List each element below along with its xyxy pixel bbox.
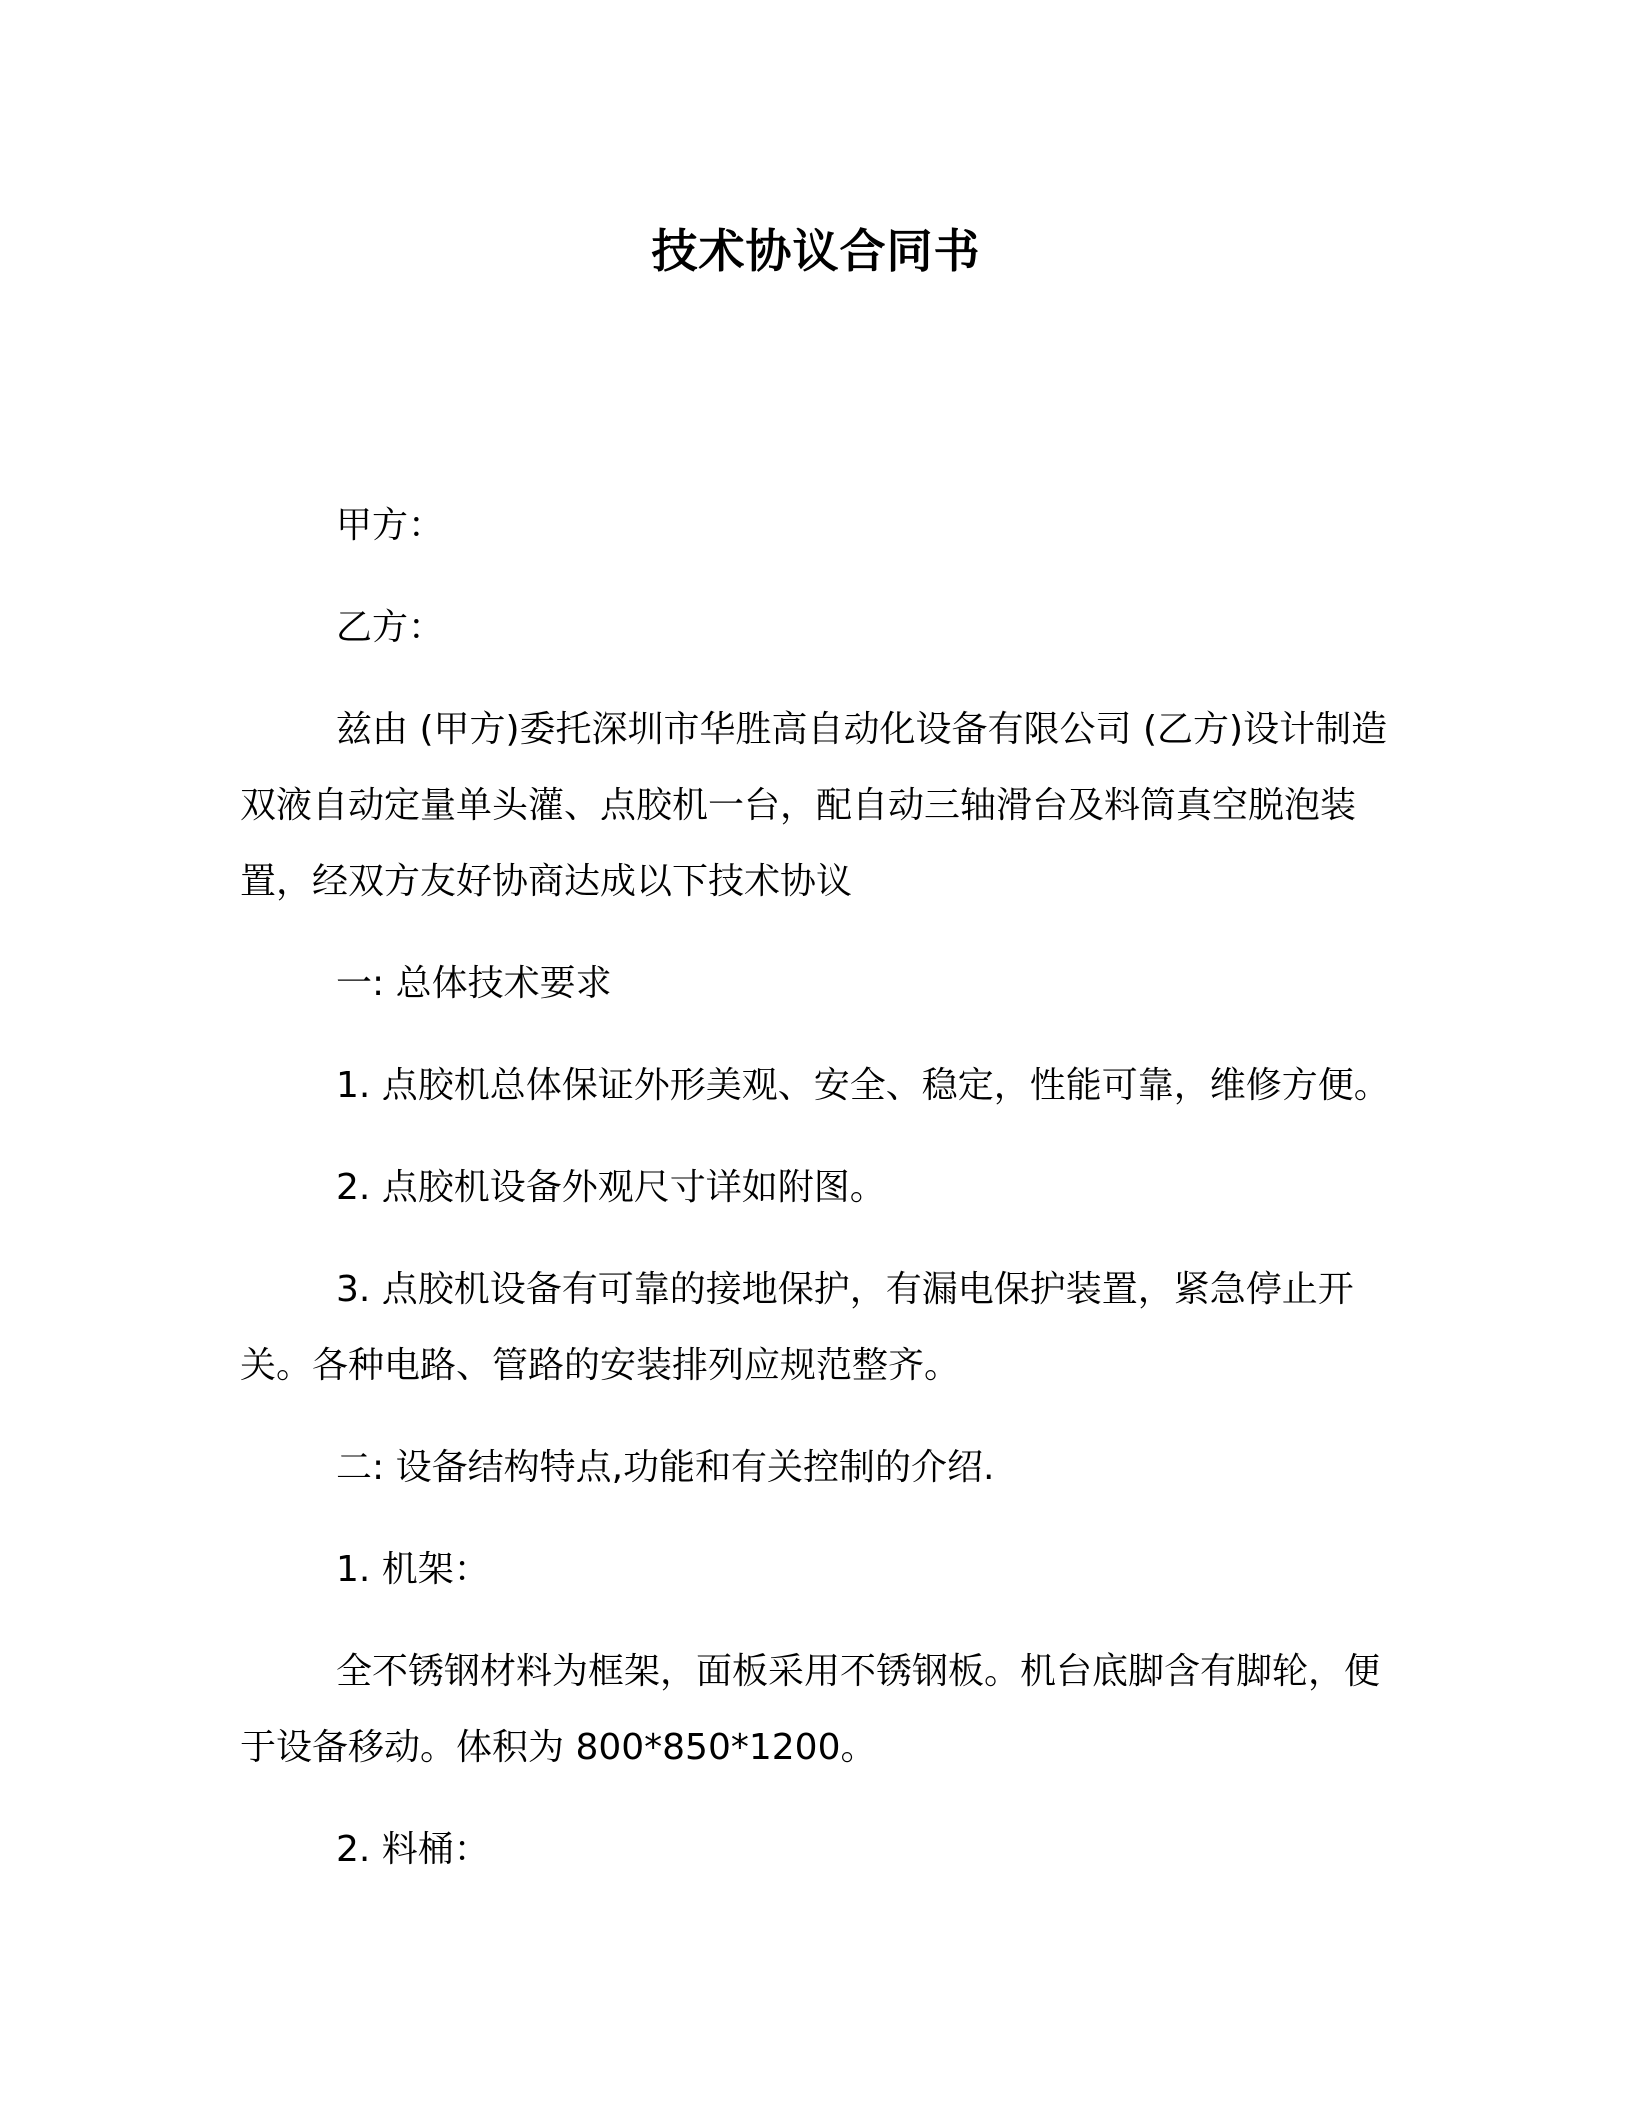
section-heading-1: 一: 总体技术要求 (336, 963, 612, 1004)
requirement-item-2: 2. 点胶机设备外观尺寸详如附图。 (336, 1167, 886, 1208)
section-heading-2: 二: 设备结构特点,功能和有关控制的介绍. (336, 1447, 995, 1488)
requirement-item-1: 1. 点胶机总体保证外形美观、安全、稳定，性能可靠，维修方便。 (336, 1065, 1390, 1106)
structure-item-2-heading: 2. 料桶： (336, 1829, 490, 1870)
structure-item-1-text: 全不锈钢材料为框架，面板采用不锈钢板。机台底脚含有脚轮，便于设备移动。体积为 800*850*1200。 (240, 1651, 1381, 1768)
requirement-item-3: 3. 点胶机设备有可靠的接地保护，有漏电保护装置，紧急停止开关。各种电路、管路的安装排列应规范整齐。 (240, 1269, 1354, 1386)
party-a-line: 甲方： (336, 505, 445, 546)
structure-item-1-heading: 1. 机架： (336, 1549, 490, 1590)
document-title: 技术协议合同书 (651, 224, 981, 278)
document-body (240, 488, 1392, 1914)
intro-paragraph: 兹由 (甲方)委托深圳市华胜高自动化设备有限公司 (乙方)设计制造双液自动定量单头灌、点胶机一台，配自动三轴滑台及料筒真空脱泡装置，经双方友好协商达成以下技术协议 (240, 709, 1388, 902)
party-b-line: 乙方： (336, 607, 445, 648)
